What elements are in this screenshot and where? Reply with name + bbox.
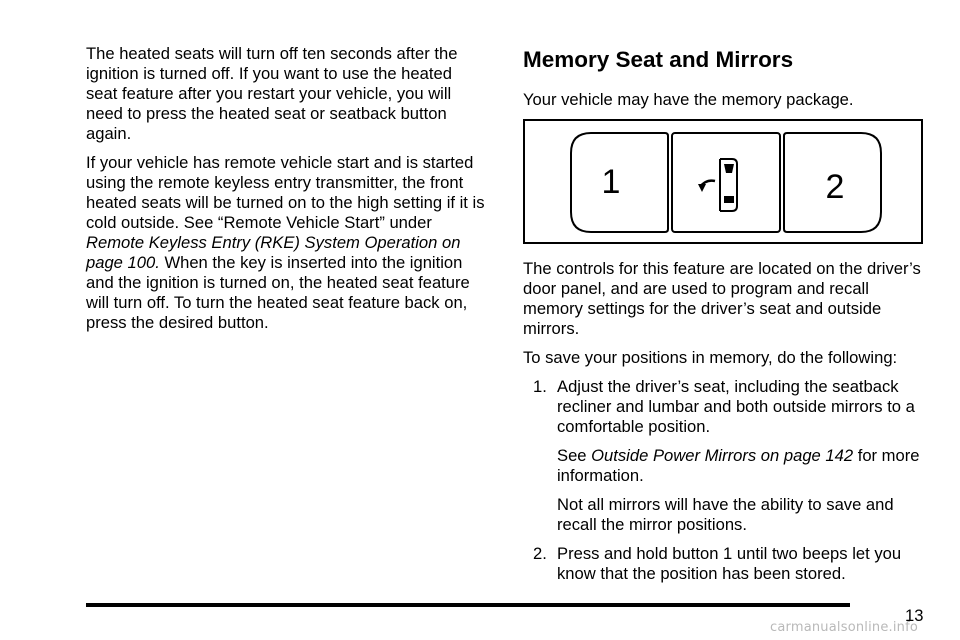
right-column: [523, 44, 933, 593]
left-column: [86, 44, 486, 342]
see-prefix: See: [557, 446, 592, 465]
step-text: Adjust the driver’s seat, including the seatback recliner and lumbar and both outside mirrors to a comfortable position.: [557, 377, 915, 436]
list-item: [523, 377, 933, 535]
section-heading: Memory Seat and Mirrors: [523, 47, 794, 72]
footer-rule: [86, 603, 850, 607]
button-2-label: 2: [825, 168, 845, 206]
step-number: 2.: [533, 544, 547, 563]
paragraph-remote-start: [86, 153, 486, 333]
watermark: carmanualsonline.info: [770, 620, 919, 635]
see-suffix: for more information.: [557, 446, 920, 485]
remote-start-text-b: When the key is inserted into the ignition and the ignition is turned on, the heated seat feature will turn off. To turn the heated seat feature back on, press the desired button.: [86, 253, 470, 332]
paragraph-heated-seats-off: The heated seats will turn off ten seconds after the ignition is turned off. If you want to use the heated seat feature after you restart your vehicle, you will need to press the heated seat or seatback button again.: [86, 44, 458, 143]
remote-start-text-a: If your vehicle has remote vehicle start and is started using the remote keyless entry transmitter, the front heated seats will be turned on to the high setting if it is cold outside. See “Remote Vehicle Start” under: [86, 153, 485, 232]
paragraph-save-positions: To save your positions in memory, do the following:: [523, 348, 898, 367]
save-steps-list: [523, 377, 933, 584]
memory-button-1: [571, 133, 668, 232]
memory-buttons-figure: [523, 119, 923, 244]
page-number: 13: [905, 606, 924, 625]
list-item: [523, 544, 933, 584]
rke-reference-link[interactable]: Remote Keyless Entry (RKE) System Operation on page 100.: [86, 233, 461, 272]
button-1-label: 1: [601, 163, 621, 201]
memory-button-2: [784, 133, 881, 232]
paragraph-controls-location: The controls for this feature are located on the driver’s door panel, and are used to program and recall memory settings for the driver’s seat and outside mirrors.: [523, 259, 921, 338]
mirrors-reference-link[interactable]: Outside Power Mirrors on page 142: [591, 446, 854, 465]
step-text: Press and hold button 1 until two beeps let you know that the position has been stored.: [557, 544, 902, 583]
step-note: Not all mirrors will have the ability to save and recall the mirror positions.: [557, 495, 894, 534]
seat-mirror-select-button: [672, 133, 780, 232]
memory-intro: Your vehicle may have the memory package.: [523, 90, 854, 109]
memory-buttons-illustration: [525, 121, 925, 246]
step-see-reference: [557, 446, 933, 486]
step-number: 1.: [533, 377, 547, 396]
